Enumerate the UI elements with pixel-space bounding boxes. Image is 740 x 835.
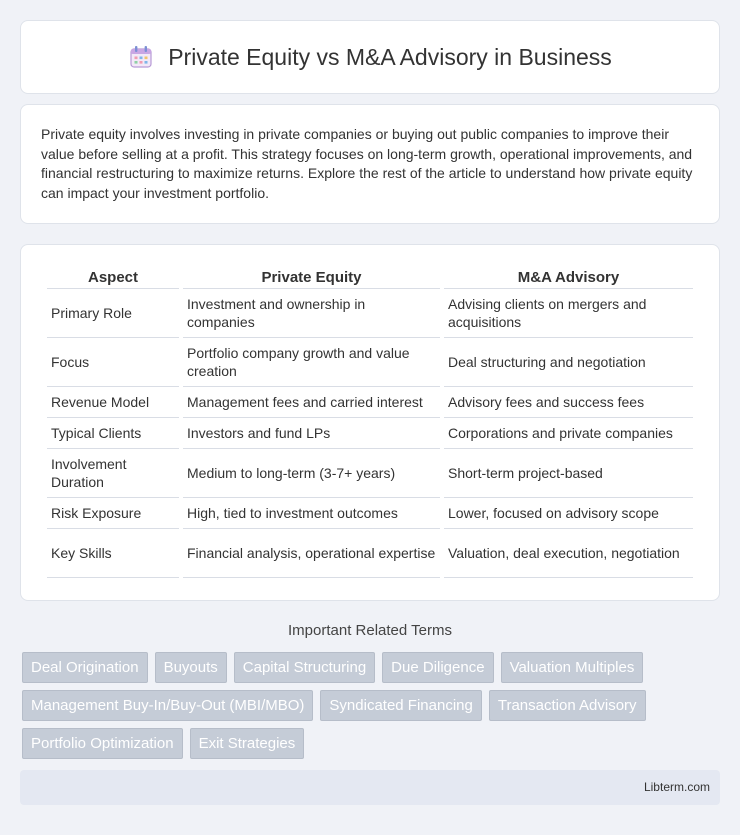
table-cell: Primary Role xyxy=(47,289,179,338)
footer xyxy=(20,770,720,805)
table-cell: Corporations and private companies xyxy=(444,418,693,449)
related-term-tag[interactable]: Valuation Multiples xyxy=(501,652,644,683)
header-card xyxy=(20,20,720,94)
table-header-row xyxy=(47,265,693,289)
comparison-table-card xyxy=(20,244,720,601)
table-cell: Valuation, deal execution, negotiation xyxy=(444,529,693,578)
table-row xyxy=(47,449,693,498)
comparison-table xyxy=(43,265,697,578)
table-cell: Investment and ownership in companies xyxy=(183,289,440,338)
related-terms-title: Important Related Terms xyxy=(288,622,452,639)
related-term-tag[interactable]: Buyouts xyxy=(155,652,227,683)
table-row xyxy=(47,289,693,338)
intro-card xyxy=(20,104,720,224)
table-cell: Lower, focused on advisory scope xyxy=(444,498,693,529)
table-cell: Portfolio company growth and value creation xyxy=(183,338,440,387)
table-cell: Short-term project-based xyxy=(444,449,693,498)
intro-text: Private equity involves investing in private companies or buying out public companies to improve their value before selling at a profit. This strategy focuses on long-term growth, operational improvements, and financial restructuring to maximize returns. Explore the rest of the article to understand how private equity can impact your investment portfolio. xyxy=(41,126,693,201)
table-row xyxy=(47,338,693,387)
related-term-tag[interactable]: Capital Structuring xyxy=(234,652,375,683)
table-row xyxy=(47,387,693,418)
table-row xyxy=(47,529,693,578)
page-title: Private Equity vs M&A Advisory in Business xyxy=(168,43,612,70)
table-cell: Focus xyxy=(47,338,179,387)
calendar-icon xyxy=(128,44,154,70)
related-terms-list xyxy=(22,652,722,759)
related-term-tag[interactable]: Due Diligence xyxy=(382,652,493,683)
related-term-tag[interactable]: Deal Origination xyxy=(22,652,148,683)
table-cell: Advisory fees and success fees xyxy=(444,387,693,418)
table-cell: Medium to long-term (3-7+ years) xyxy=(183,449,440,498)
related-term-tag[interactable]: Portfolio Optimization xyxy=(22,728,183,759)
table-cell: Risk Exposure xyxy=(47,498,179,529)
table-cell: Investors and fund LPs xyxy=(183,418,440,449)
footer-site-link[interactable]: Libterm.com xyxy=(643,780,710,794)
table-cell: Advising clients on mergers and acquisitions xyxy=(444,289,693,338)
related-term-tag[interactable]: Transaction Advisory xyxy=(489,690,646,721)
table-row xyxy=(47,498,693,529)
related-term-tag[interactable]: Management Buy-In/Buy-Out (MBI/MBO) xyxy=(22,690,313,721)
table-cell: Key Skills xyxy=(47,529,179,578)
table-cell: High, tied to investment outcomes xyxy=(183,498,440,529)
column-header: M&A Advisory xyxy=(444,265,693,289)
table-cell: Involvement Duration xyxy=(47,449,179,498)
table-cell: Management fees and carried interest xyxy=(183,387,440,418)
related-term-tag[interactable]: Exit Strategies xyxy=(190,728,305,759)
column-header: Private Equity xyxy=(183,265,440,289)
table-cell: Revenue Model xyxy=(47,387,179,418)
table-cell: Deal structuring and negotiation xyxy=(444,338,693,387)
table-row xyxy=(47,418,693,449)
table-cell: Financial analysis, operational expertise xyxy=(183,529,440,578)
table-cell: Typical Clients xyxy=(47,418,179,449)
column-header: Aspect xyxy=(47,265,179,289)
related-term-tag[interactable]: Syndicated Financing xyxy=(320,690,481,721)
